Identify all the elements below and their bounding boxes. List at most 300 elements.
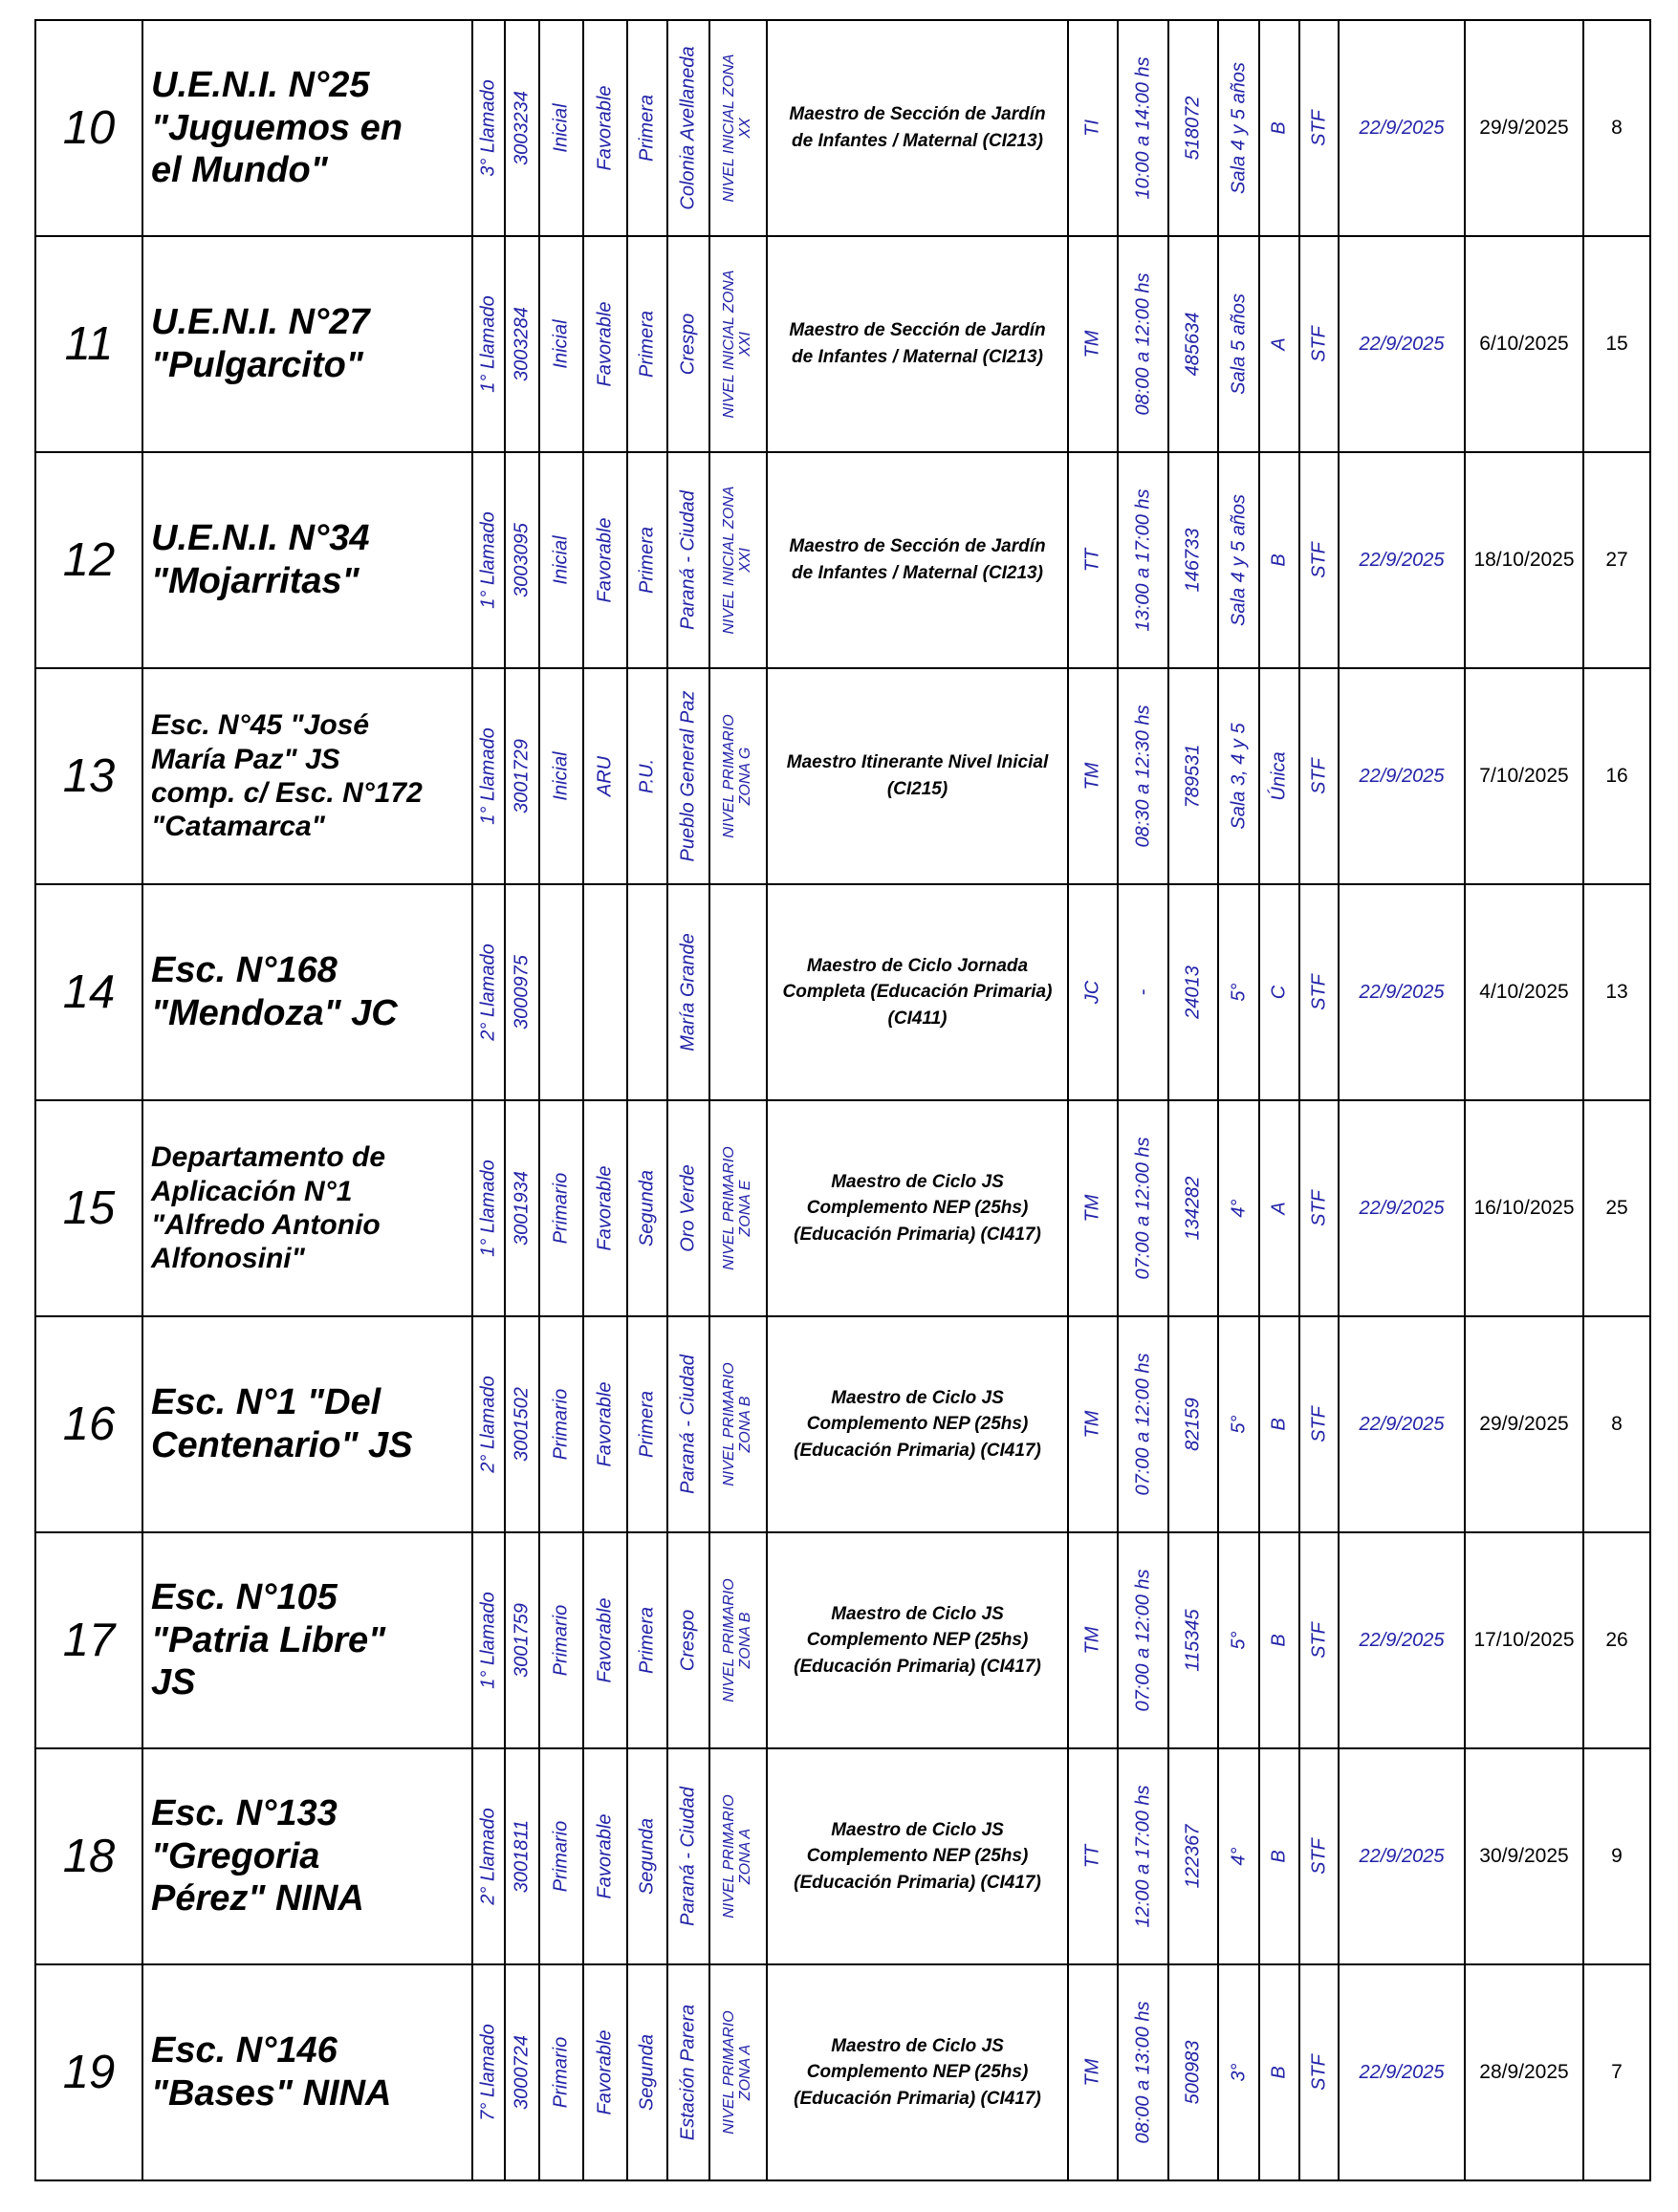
localidad-cell-text: Colonia Avellaneda [677,46,699,210]
turno-cell-text: TM [1081,330,1103,358]
seccion-cell-text: B [1268,553,1290,567]
cargo-cell: Maestro Itinerante Nivel Inicial (CI215) [767,668,1068,884]
llamado-cell [472,884,505,1100]
grado-cell [1218,1100,1259,1316]
categoria-cell [627,236,667,452]
nivel-cell-text: Primario [550,1820,572,1893]
school-name-line: U.E.N.I. N°34 [151,518,370,559]
school-name-cell [142,884,472,1100]
fecha-desde-cell: 22/9/2025 [1339,1964,1465,2180]
grado-cell [1218,1316,1259,1532]
supervision-cell [709,452,767,668]
categoria-cell-text: Segunda [636,1817,658,1896]
code-cell-text: 3001502 [511,1387,533,1462]
cargo-cell: Maestro de Sección de Jardín de Infantes / Maternal (CI213) [767,20,1068,236]
caracter-cell-text: STF [1308,326,1329,362]
school-name-line: U.E.N.I. N°25 [151,64,370,105]
grado-cell-text: 5° [1228,983,1249,1002]
fecha-hasta-cell: 16/10/2025 [1465,1100,1583,1316]
horario-cell-text: 07:00 a 12:00 hs [1132,1569,1153,1712]
school-name-cell [142,236,472,452]
llamado-cell [472,1748,505,1964]
nivel-cell [539,236,583,452]
seccion-cell [1259,236,1299,452]
grado-cell-text: 4° [1228,1199,1249,1218]
code-cell [505,1100,539,1316]
caracter-cell [1299,1748,1339,1964]
school-name-cell [142,1532,472,1748]
grado-cell-text: Sala 5 años [1228,293,1249,395]
school-name-line: Esc. N°146 [151,2030,338,2071]
caracter-cell-text: STF [1308,1406,1329,1442]
fecha-hasta-cell: 18/10/2025 [1465,452,1583,668]
caracter-cell [1299,1532,1339,1748]
seccion-cell-text: A [1268,337,1290,351]
localidad-cell [667,1748,709,1964]
zona-tipo-cell-text: Favorable [594,2029,616,2115]
zona-tipo-cell-text: Favorable [594,85,616,171]
categoria-cell [627,1316,667,1532]
vacancy-table [34,19,1651,2181]
supervision-cell [709,884,767,1100]
code-cell-text: 3001934 [511,1171,533,1246]
nivel-cell-text: Inicial [550,535,572,585]
code-cell-text: 3000724 [511,2035,533,2110]
categoria-cell-text: Primera [636,1390,658,1459]
nivel-cell [539,884,583,1100]
grado-cell-text: Sala 3, 4 y 5 [1228,723,1249,830]
seccion-cell-text: C [1268,985,1290,1000]
grado-cell-text: 5° [1228,1631,1249,1650]
turno-cell [1068,1748,1118,1964]
school-name-cell [142,668,472,884]
zona-tipo-cell [583,452,627,668]
horario-cell-text: 07:00 a 12:00 hs [1132,1353,1153,1496]
caracter-cell [1299,236,1339,452]
llamado-cell-text: 3° Llamado [477,79,499,177]
supervision-cell [709,20,767,236]
categoria-cell-text: Primera [636,1606,658,1675]
caracter-cell [1299,884,1339,1100]
row-number: 11 [35,236,142,452]
turno-cell [1068,1964,1118,2180]
seccion-cell [1259,1100,1299,1316]
table-row [35,236,1650,452]
llamado-cell [472,1964,505,2180]
fecha-desde-cell: 22/9/2025 [1339,1316,1465,1532]
categoria-cell [627,1964,667,2180]
caracter-cell-text: STF [1308,974,1329,1010]
turno-cell-text: TM [1081,1626,1103,1655]
zona-tipo-cell-text: Favorable [594,517,616,603]
horario-cell-text: 13:00 a 17:00 hs [1132,488,1153,632]
school-name-line: Esc. N°133 [151,1792,338,1833]
grado-cell-text: 3° [1228,2063,1249,2082]
fecha-desde-cell: 22/9/2025 [1339,20,1465,236]
grado-cell-text: Sala 4 y 5 años [1228,494,1249,626]
grado-cell [1218,884,1259,1100]
fecha-hasta-cell: 4/10/2025 [1465,884,1583,1100]
horario-cell [1118,884,1168,1100]
nivel-cell-text: Inicial [550,319,572,369]
turno-cell [1068,884,1118,1100]
horario-cell [1118,1100,1168,1316]
localidad-cell-text: Crespo [677,313,699,376]
supervision-cell-text: NIVEL PRIMARIO ZONA A [721,1794,753,1919]
code-cell [505,1964,539,2180]
nivel-cell-text: Inicial [550,751,572,801]
code-cell [505,20,539,236]
cargo-cell: Maestro de Ciclo JS Complemento NEP (25hs) (Educación Primaria) (CI417) [767,1964,1068,2180]
school-name-line: María Paz" JS [151,743,340,775]
localidad-cell [667,668,709,884]
code-cell [505,236,539,452]
supervision-cell-text: NIVEL PRIMARIO ZONA B [721,1362,753,1486]
school-name-line: "Pulgarcito" [151,345,363,385]
zona-tipo-cell [583,1316,627,1532]
grado-cell-text: 4° [1228,1847,1249,1866]
seccion-cell-text: Única [1268,751,1290,801]
code-cell [505,884,539,1100]
categoria-cell-text: Segunda [636,2033,658,2112]
row-number: 10 [35,20,142,236]
supervision-cell [709,668,767,884]
llamado-cell [472,1316,505,1532]
school-name-line: Esc. N°1 "Del [151,1382,381,1423]
llamado-cell [472,452,505,668]
turno-cell [1068,236,1118,452]
horario-cell-text: 08:30 a 12:30 hs [1132,705,1153,848]
grado-cell [1218,452,1259,668]
llamado-cell-text: 1° Llamado [477,1160,499,1257]
horario-cell [1118,668,1168,884]
zona-tipo-cell-text: Favorable [594,1381,616,1467]
turno-cell [1068,1100,1118,1316]
localidad-cell-text: María Grande [677,933,699,1052]
categoria-cell-text: Primera [636,310,658,379]
zona-tipo-cell-text: Favorable [594,301,616,387]
dias-cell: 8 [1583,1316,1650,1532]
nivel-cell-text: Primario [550,1172,572,1245]
fecha-desde-cell: 22/9/2025 [1339,452,1465,668]
categoria-cell [627,1748,667,1964]
nivel-cell [539,1316,583,1532]
seccion-cell [1259,1964,1299,2180]
caracter-cell [1299,1100,1339,1316]
nivel-cell-text: Primario [550,1388,572,1461]
ref-cell [1168,1316,1218,1532]
ref-cell [1168,1100,1218,1316]
code-cell [505,1316,539,1532]
zona-tipo-cell-text: Favorable [594,1597,616,1683]
fecha-hasta-cell: 29/9/2025 [1465,20,1583,236]
nivel-cell [539,452,583,668]
turno-cell [1068,1316,1118,1532]
fecha-desde-cell: 22/9/2025 [1339,1100,1465,1316]
dias-cell: 26 [1583,1532,1650,1748]
seccion-cell-text: B [1268,1850,1290,1863]
nivel-cell-text: Primario [550,1604,572,1677]
horario-cell [1118,1964,1168,2180]
fecha-desde-cell: 22/9/2025 [1339,1532,1465,1748]
school-name-line: "Catamarca" [151,811,325,843]
zona-tipo-cell [583,1100,627,1316]
grado-cell [1218,1532,1259,1748]
school-name-line: "Mojarritas" [151,561,360,601]
school-name-cell [142,1316,472,1532]
caracter-cell-text: STF [1308,758,1329,794]
ref-cell-text: 115345 [1182,1609,1204,1672]
turno-cell-text: TM [1081,1194,1103,1223]
localidad-cell [667,884,709,1100]
code-cell [505,1748,539,1964]
nivel-cell [539,1100,583,1316]
seccion-cell [1259,452,1299,668]
turno-cell [1068,452,1118,668]
row-number: 13 [35,668,142,884]
school-name-line: el Mundo" [151,150,328,191]
fecha-desde-cell: 22/9/2025 [1339,1748,1465,1964]
code-cell-text: 3003095 [511,523,533,597]
horario-cell-text: - [1132,988,1153,996]
table-row [35,1532,1650,1748]
localidad-cell [667,1316,709,1532]
school-name-cell [142,20,472,236]
zona-tipo-cell [583,884,627,1100]
caracter-cell-text: STF [1308,1622,1329,1659]
turno-cell-text: TT [1081,548,1103,573]
zona-tipo-cell [583,668,627,884]
turno-cell [1068,20,1118,236]
fecha-hasta-cell: 17/10/2025 [1465,1532,1583,1748]
caracter-cell-text: STF [1308,542,1329,578]
llamado-cell [472,236,505,452]
grado-cell [1218,1748,1259,1964]
caracter-cell [1299,452,1339,668]
school-name-line: "Juguemos en [151,107,403,148]
localidad-cell [667,452,709,668]
seccion-cell [1259,1748,1299,1964]
grado-cell [1218,20,1259,236]
llamado-cell [472,1100,505,1316]
school-name-line: "Bases" NINA [151,2073,392,2114]
cargo-cell: Maestro de Sección de Jardín de Infantes / Maternal (CI213) [767,236,1068,452]
localidad-cell [667,1532,709,1748]
table-row [35,884,1650,1100]
row-number: 19 [35,1964,142,2180]
table-row [35,452,1650,668]
horario-cell [1118,236,1168,452]
categoria-cell-text: Primera [636,94,658,163]
fecha-hasta-cell: 29/9/2025 [1465,1316,1583,1532]
nivel-cell [539,668,583,884]
cargo-cell: Maestro de Ciclo Jornada Completa (Educación Primaria) (CI411) [767,884,1068,1100]
grado-cell-text: Sala 4 y 5 años [1228,62,1249,194]
ref-cell-text: 500983 [1182,2040,1204,2105]
row-number: 12 [35,452,142,668]
localidad-cell-text: Pueblo General Paz [677,690,699,862]
llamado-cell [472,1532,505,1748]
categoria-cell [627,1100,667,1316]
localidad-cell-text: Paraná - Ciudad [677,1355,699,1494]
dias-cell: 13 [1583,884,1650,1100]
seccion-cell-text: A [1268,1202,1290,1215]
ref-cell [1168,668,1218,884]
table-row [35,1100,1650,1316]
school-name-cell [142,1100,472,1316]
supervision-cell-text: NIVEL PRIMARIO ZONA G [721,714,753,838]
nivel-cell-text: Inicial [550,103,572,153]
ref-cell-text: 789531 [1182,744,1204,809]
llamado-cell-text: 2° Llamado [477,1808,499,1905]
nivel-cell-text: Primario [550,2036,572,2109]
nivel-cell [539,20,583,236]
code-cell-text: 3000975 [511,955,533,1030]
grado-cell-text: 5° [1228,1415,1249,1434]
school-name-line: Alfonosini" [151,1243,305,1275]
code-cell [505,452,539,668]
school-name-line: Departamento de [151,1141,386,1174]
ref-cell-text: 485634 [1182,312,1204,377]
llamado-cell-text: 2° Llamado [477,943,499,1041]
row-number: 15 [35,1100,142,1316]
horario-cell-text: 10:00 a 14:00 hs [1132,56,1153,200]
dias-cell: 16 [1583,668,1650,884]
school-name-line: "Gregoria [151,1835,320,1876]
table-row [35,1748,1650,1964]
school-name-line: U.E.N.I. N°27 [151,302,370,343]
categoria-cell-text: Segunda [636,1169,658,1247]
ref-cell [1168,236,1218,452]
llamado-cell-text: 1° Llamado [477,511,499,609]
cargo-cell: Maestro de Ciclo JS Complemento NEP (25hs) (Educación Primaria) (CI417) [767,1532,1068,1748]
school-name-line: JS [151,1662,196,1703]
horario-cell [1118,1316,1168,1532]
ref-cell-text: 24013 [1182,965,1204,1019]
ref-cell-text: 146733 [1182,528,1204,593]
horario-cell [1118,452,1168,668]
seccion-cell [1259,1532,1299,1748]
turno-cell-text: TM [1081,1410,1103,1439]
categoria-cell [627,1532,667,1748]
horario-cell-text: 12:00 a 17:00 hs [1132,1785,1153,1928]
school-name-line: Centenario" JS [151,1425,413,1465]
code-cell-text: 3001811 [511,1819,533,1894]
caracter-cell [1299,20,1339,236]
supervision-cell [709,1748,767,1964]
school-name-line: Aplicación N°1 [151,1175,353,1207]
nivel-cell [539,1748,583,1964]
seccion-cell [1259,668,1299,884]
supervision-cell [709,1100,767,1316]
nivel-cell [539,1532,583,1748]
horario-cell-text: 08:00 a 12:00 hs [1132,272,1153,416]
ref-cell [1168,1748,1218,1964]
dias-cell: 7 [1583,1964,1650,2180]
ref-cell [1168,884,1218,1100]
turno-cell [1068,1532,1118,1748]
table-row [35,1964,1650,2180]
fecha-hasta-cell: 7/10/2025 [1465,668,1583,884]
fecha-hasta-cell: 30/9/2025 [1465,1748,1583,1964]
table-row [35,1316,1650,1532]
fecha-hasta-cell: 6/10/2025 [1465,236,1583,452]
supervision-cell-text: NIVEL INICIAL ZONA XXI [721,486,753,635]
horario-cell [1118,1748,1168,1964]
zona-tipo-cell-text: ARU [594,755,616,797]
school-name-line: comp. c/ Esc. N°172 [151,777,423,809]
zona-tipo-cell-text: Favorable [594,1813,616,1899]
ref-cell-text: 134282 [1182,1176,1204,1241]
fecha-desde-cell: 22/9/2025 [1339,884,1465,1100]
zona-tipo-cell [583,1964,627,2180]
dias-cell: 27 [1583,452,1650,668]
zona-tipo-cell [583,20,627,236]
turno-cell-text: TM [1081,762,1103,791]
code-cell-text: 3003234 [511,91,533,165]
supervision-cell-text: NIVEL PRIMARIO ZONA B [721,1578,753,1702]
ref-cell [1168,452,1218,668]
ref-cell [1168,20,1218,236]
fecha-desde-cell: 22/9/2025 [1339,236,1465,452]
turno-cell-text: JC [1081,980,1103,1005]
grado-cell [1218,1964,1259,2180]
school-name-line: "Patria Libre" [151,1619,386,1660]
row-number: 14 [35,884,142,1100]
school-name-line: Esc. N°105 [151,1576,338,1617]
caracter-cell [1299,1316,1339,1532]
seccion-cell [1259,1316,1299,1532]
table-row [35,668,1650,884]
localidad-cell [667,20,709,236]
localidad-cell [667,236,709,452]
cargo-cell: Maestro de Ciclo JS Complemento NEP (25hs) (Educación Primaria) (CI417) [767,1100,1068,1316]
dias-cell: 15 [1583,236,1650,452]
grado-cell [1218,668,1259,884]
code-cell-text: 3001729 [511,739,533,813]
seccion-cell-text: B [1268,121,1290,135]
supervision-cell [709,236,767,452]
caracter-cell-text: STF [1308,1190,1329,1226]
school-name-line: Esc. N°168 [151,950,338,991]
code-cell-text: 3003284 [511,307,533,381]
seccion-cell-text: B [1268,1634,1290,1647]
ref-cell-text: 82159 [1182,1398,1204,1451]
dias-cell: 8 [1583,20,1650,236]
localidad-cell [667,1100,709,1316]
localidad-cell-text: Oro Verde [677,1164,699,1252]
row-number: 16 [35,1316,142,1532]
school-name-cell [142,452,472,668]
categoria-cell-text: P.U. [636,758,658,794]
localidad-cell-text: Paraná - Ciudad [677,1787,699,1926]
cargo-cell: Maestro de Ciclo JS Complemento NEP (25hs) (Educación Primaria) (CI417) [767,1316,1068,1532]
supervision-cell-text: NIVEL INICIAL ZONA XXI [721,270,753,419]
school-name-line: "Mendoza" JC [151,993,398,1033]
localidad-cell-text: Crespo [677,1609,699,1672]
dias-cell: 25 [1583,1100,1650,1316]
school-name-cell [142,1964,472,2180]
supervision-cell-text: NIVEL INICIAL ZONA XX [721,54,753,203]
caracter-cell-text: STF [1308,110,1329,146]
school-name-line: Pérez" NINA [151,1878,364,1919]
llamado-cell [472,668,505,884]
caracter-cell-text: STF [1308,2054,1329,2091]
horario-cell-text: 08:00 a 13:00 hs [1132,2001,1153,2144]
llamado-cell-text: 7° Llamado [477,2024,499,2121]
supervision-cell-text: NIVEL PRIMARIO ZONA A [721,2010,753,2135]
localidad-cell-text: Estación Parera [677,2004,699,2141]
